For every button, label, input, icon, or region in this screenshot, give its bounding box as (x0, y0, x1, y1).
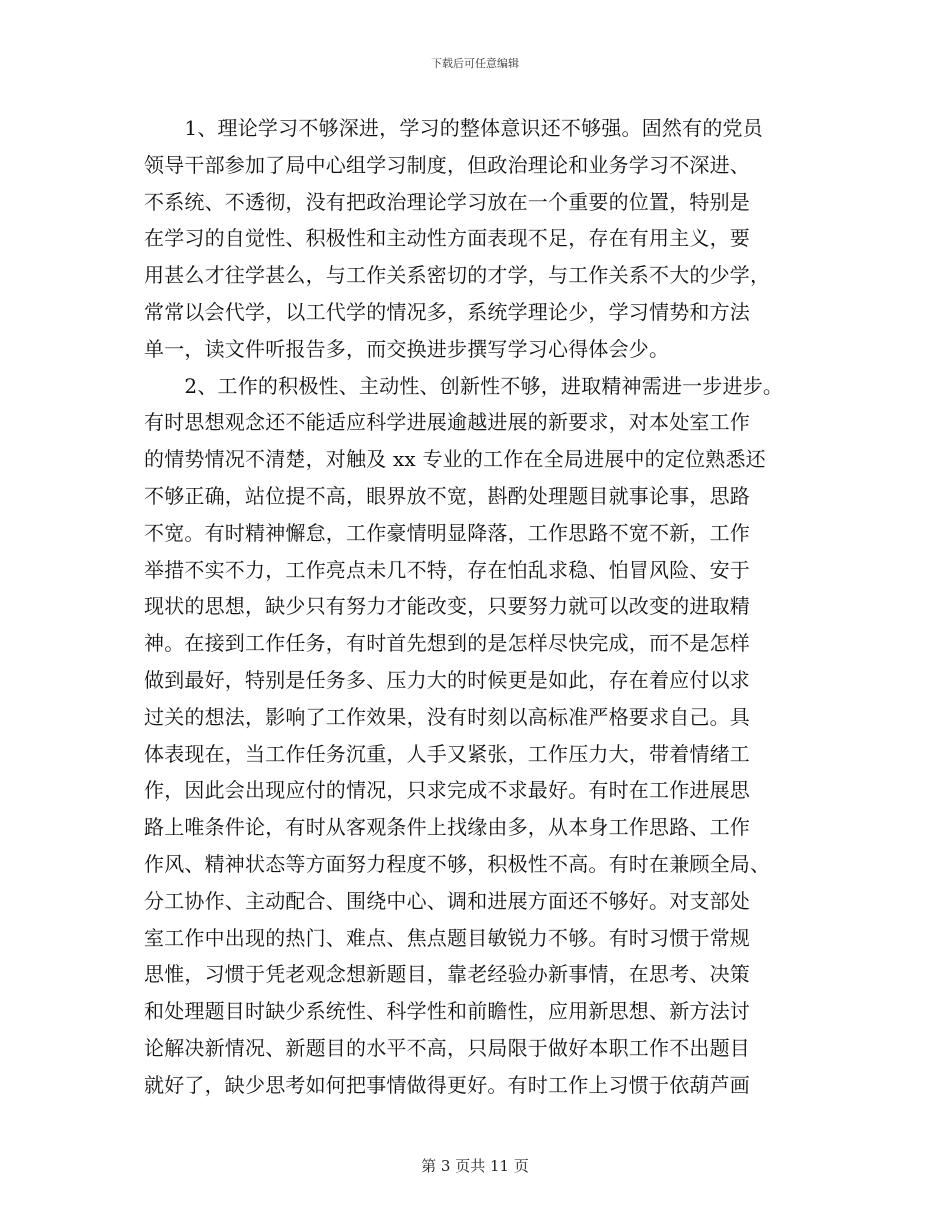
text-line: 不系统、不透彻，没有把政治理论学习放在一个重要的位置，特别是 (144, 189, 750, 214)
text-line: 作风、精神状态等方面努力程度不够，积极性不高。有时在兼顾全局、 (144, 851, 771, 876)
page-number: 第 3 页共 11 页 (421, 1157, 529, 1175)
text-line: 用甚么才往学甚么，与工作关系密切的才学，与工作关系不大的少学， (144, 263, 771, 288)
text-line: 的情势情况不清楚，对触及 xx 专业的工作在全局进展中的定位熟悉还 (144, 447, 766, 472)
text-line: 和处理题目时缺少系统性、科学性和前瞻性，应用新思想、新方法讨 (144, 999, 750, 1024)
text-line: 2、工作的积极性、主动性、创新性不够，进取精神需进一步进步。 (144, 373, 784, 398)
text-line: 不宽。有时精神懈怠，工作豪情明显降落，工作思路不宽不新，工作 (144, 520, 750, 545)
text-line: 作，因此会出现应付的情况，只求完成不求最好。有时在工作进展思 (144, 778, 750, 803)
text-line: 举措不实不力，工作亮点未几不特，存在怕乱求稳、怕冒风险、安于 (144, 557, 750, 582)
text-line: 1、理论学习不够深进，学习的整体意识还不够强。固然有的党员 (144, 116, 763, 140)
text-line: 思惟，习惯于凭老观念想新题目，靠老经验办新事情，在思考、决策 (144, 962, 750, 987)
text-line: 过关的想法，影响了工作效果，没有时刻以高标准严格要求自己。具 (144, 704, 750, 729)
text-line: 分工协作、主动配合、围绕中心、调和进展方面还不够好。对支部处 (144, 888, 750, 913)
text-line: 路上唯条件论，有时从客观条件上找缘由多，从本身工作思路、工作 (144, 815, 750, 840)
text-line: 室工作中出现的热门、难点、焦点题目敏锐力不够。有时习惯于常规 (144, 925, 750, 950)
text-line: 论解决新情况、新题目的水平不高，只局限于做好本职工作不出题目 (144, 1035, 750, 1060)
text-line: 领导干部参加了局中心组学习制度，但政治理论和业务学习不深进、 (144, 152, 750, 177)
text-line: 不够正确，站位提不高，眼界放不宽，斟酌处理题目就事论事，思路 (144, 483, 750, 508)
text-line: 就好了，缺少思考如何把事情做得更好。有时工作上习惯于依葫芦画 (144, 1072, 750, 1097)
text-line: 体表现在，当工作任务沉重，人手又紧张，工作压力大，带着情绪工 (144, 741, 750, 766)
document-body (144, 110, 814, 1104)
text-line: 做到最好，特别是任务多、压力大的时候更是如此，存在着应付以求 (144, 667, 750, 692)
text-line: 有时思想观念还不能适应科学进展逾越进展的新要求，对本处室工作 (144, 410, 750, 435)
text-line: 常常以会代学，以工代学的情况多，系统学理论少，学习情势和方法 (144, 299, 750, 324)
text-line: 神。在接到工作任务，有时首先想到的是怎样尽快完成，而不是怎样 (144, 631, 750, 656)
text-line: 现状的思想，缺少只有努力才能改变，只要努力就可以改变的进取精 (144, 594, 750, 619)
text-line: 单一，读文件听报告多，而交换进步撰写学习心得体会少。 (144, 336, 670, 361)
page-header-note: 下载后可任意编辑 (431, 57, 519, 70)
text-line: 在学习的自觉性、积极性和主动性方面表现不足，存在有用主义，要 (144, 226, 750, 251)
